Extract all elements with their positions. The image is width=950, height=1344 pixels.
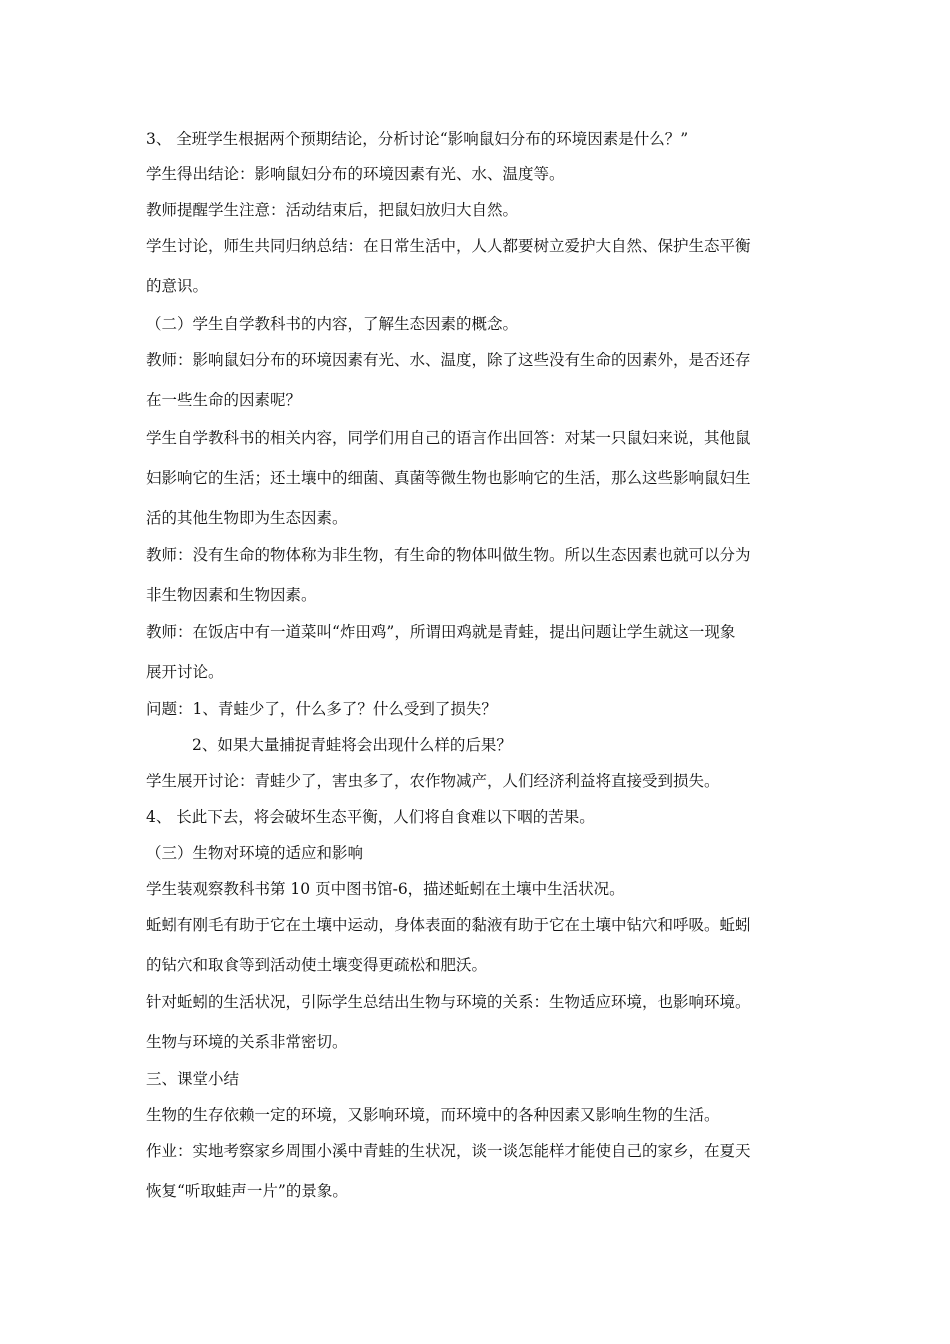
text-line-11: 活的其他生物即为生态因素。 — [146, 509, 348, 527]
text-line-12: 教师：没有生命的物体称为非生物，有生命的物体叫做生物。所以生态因素也就可以分为 — [146, 546, 751, 564]
text-line-15: 展开讨论。 — [146, 663, 224, 681]
homework-line-1: 作业：实地考察家乡周围小溪中青蛙的生状况，谈一谈怎能样才能使自己的家乡，在夏天 — [146, 1142, 751, 1160]
section-heading-3: （三）生物对环境的适应和影响 — [146, 844, 364, 862]
text-line-4: 学生讨论，师生共同归纳总结：在日常生活中，人人都要树立爱护大自然、保护生态平衡 — [146, 237, 751, 255]
text-line-3: 教师提醒学生注意：活动结束后，把鼠妇放归大自然。 — [146, 201, 519, 219]
text-line-10: 妇影响它的生活；还土壤中的细菌、真菌等微生物也影响它的生活，那么这些影响鼠妇生 — [146, 469, 751, 487]
text-line-23: 的钻穴和取食等到活动使土壤变得更疏松和肥沃。 — [146, 956, 488, 974]
section-heading-2: （二）学生自学教科书的内容，了解生态因素的概念。 — [146, 315, 519, 333]
text-line-5: 的意识。 — [146, 277, 209, 295]
text-line-8: 在一些生命的因素呢？ — [146, 391, 302, 409]
section-heading-summary: 三、课堂小结 — [146, 1070, 240, 1088]
text-line-14: 教师：在饭店中有一道菜叫“炸田鸡”，所谓田鸡就是青蛙，提出问题让学生就这一现象 — [146, 623, 736, 641]
question-line-1: 问题：1、青蛙少了，什么多了？什么受到了损失？ — [146, 700, 497, 718]
text-line-2: 学生得出结论：影响鼠妇分布的环境因素有光、水、温度等。 — [146, 165, 565, 183]
text-line-25: 生物与环境的关系非常密切。 — [146, 1033, 348, 1051]
text-line-24: 针对蚯蚓的生活状况，引际学生总结出生物与环境的关系：生物适应环境，也影响环境。 — [146, 993, 751, 1011]
homework-line-2: 恢复“听取蛙声一片”的景象。 — [146, 1182, 348, 1200]
text-line-7: 教师：影响鼠妇分布的环境因素有光、水、温度，除了这些没有生命的因素外，是否还存 — [146, 351, 751, 369]
question-line-2: 2、如果大量捕捉青蛙将会出现什么样的后果？ — [192, 736, 512, 754]
text-line-19: 4、 长此下去，将会破坏生态平衡，人们将自食难以下咽的苦果。 — [146, 808, 595, 826]
text-line-9: 学生自学教科书的相关内容，同学们用自己的语言作出回答：对某一只鼠妇来说，其他鼠 — [146, 429, 751, 447]
text-line-21: 学生装观察教科书第 10 页中图书馆-6，描述蚯蚓在土壤中生活状况。 — [146, 880, 625, 898]
text-line-27: 生物的生存依赖一定的环境，又影响环境，而环境中的各种因素又影响生物的生活。 — [146, 1106, 720, 1124]
text-line-18: 学生展开讨论：青蛙少了，害虫多了，农作物减产，人们经济利益将直接受到损失。 — [146, 772, 720, 790]
text-line-1: 3、 全班学生根据两个预期结论，分析讨论“影响鼠妇分布的环境因素是什么？” — [146, 130, 689, 148]
text-line-22: 蚯蚓有刚毛有助于它在土壤中运动，身体表面的黏液有助于它在土壤中钻穴和呼吸。蚯蚓 — [146, 916, 751, 934]
text-line-13: 非生物因素和生物因素。 — [146, 586, 317, 604]
